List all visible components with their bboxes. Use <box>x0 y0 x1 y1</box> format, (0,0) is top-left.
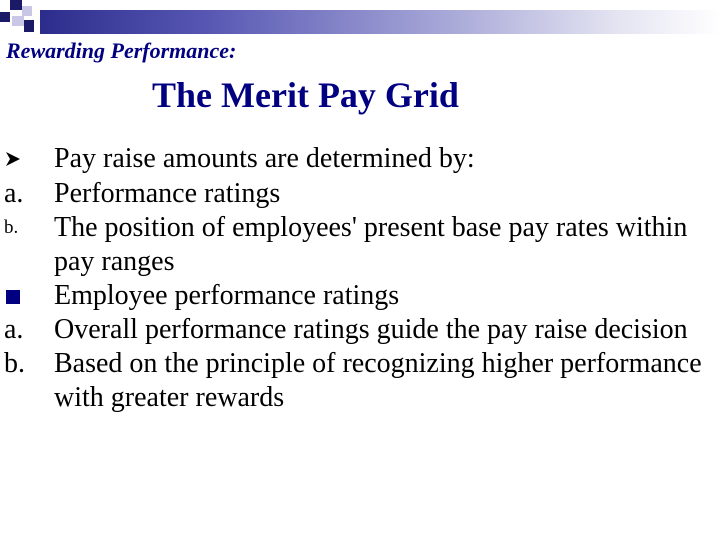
list-item <box>4 211 704 279</box>
square-bullet-icon <box>6 290 20 304</box>
banner-square <box>0 12 10 22</box>
banner-square <box>12 16 24 26</box>
list-marker: a. <box>4 314 24 345</box>
arrow-bullet-icon <box>4 150 22 168</box>
list-item-text: The position of employees' present base pay rates within pay ranges <box>54 212 688 277</box>
banner-square <box>22 6 32 16</box>
list-item-text: Based on the principle of recognizing higher performance with greater rewards <box>54 348 702 413</box>
list-item-text: Pay raise amounts are determined by: <box>54 143 475 174</box>
banner-square <box>10 0 22 10</box>
list-item <box>4 347 704 415</box>
bullet-marker <box>4 142 54 177</box>
list-item-text: Employee performance ratings <box>54 280 400 311</box>
banner-square <box>24 20 34 32</box>
banner-gradient-bar <box>40 10 720 34</box>
list-marker: a. <box>4 178 24 209</box>
slide-title: The Merit Pay Grid <box>152 75 459 115</box>
list-marker: b. <box>4 217 19 238</box>
list-item <box>4 279 704 313</box>
list-item-text: Performance ratings <box>54 178 281 209</box>
list-marker: b. <box>4 348 25 379</box>
bullet-marker <box>4 279 54 313</box>
list-item <box>4 177 704 211</box>
list-item <box>4 313 704 347</box>
decorative-banner <box>0 0 720 34</box>
bullet-list <box>4 142 704 415</box>
slide-subtitle: Rewarding Performance: <box>6 38 237 63</box>
list-item-text: Overall performance ratings guide the pay raise decision <box>54 314 688 345</box>
list-item <box>4 142 704 177</box>
